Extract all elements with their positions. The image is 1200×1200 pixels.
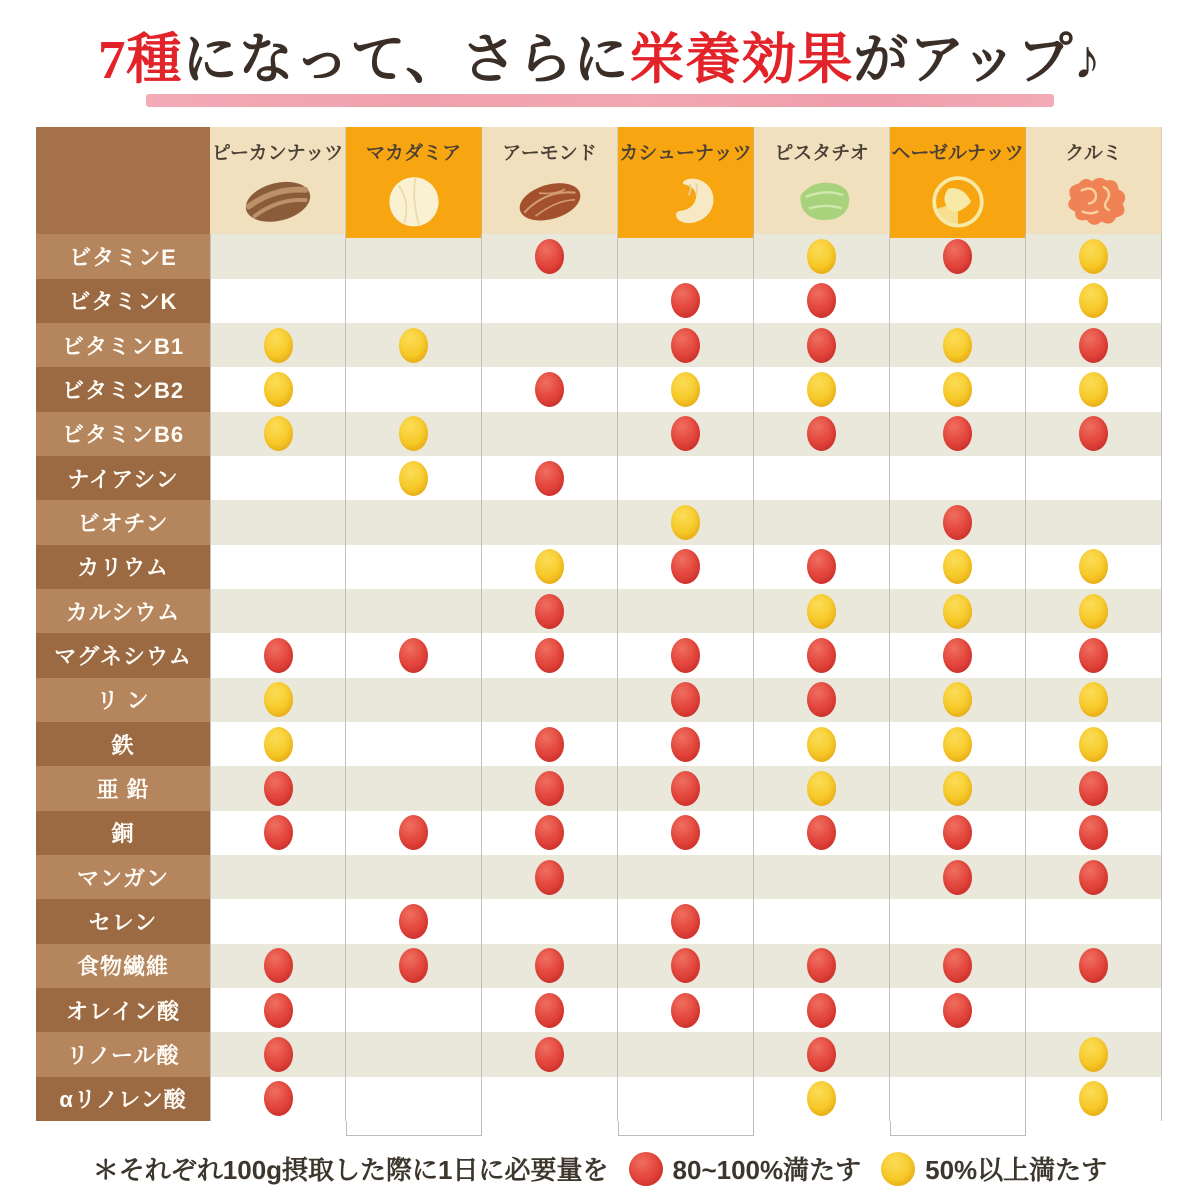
dot-cell	[482, 323, 618, 367]
dot-cell	[1026, 1032, 1162, 1076]
dot-cell	[1026, 234, 1162, 278]
dot-cell	[618, 811, 754, 855]
dot-cell	[890, 988, 1026, 1032]
dot-cell	[346, 323, 482, 367]
dot-cell	[890, 589, 1026, 633]
dot-cell	[210, 456, 346, 500]
yellow-dot	[264, 682, 293, 717]
dot-cell	[618, 766, 754, 810]
red-dot	[807, 283, 836, 318]
row-label: αリノレン酸	[36, 1077, 210, 1121]
hazelnut-icon	[917, 167, 999, 234]
dot-cell	[482, 855, 618, 899]
legend-item-yellow	[881, 1150, 1107, 1187]
red-dot	[1079, 771, 1108, 806]
dot-cell	[210, 766, 346, 810]
yellow-dot	[264, 416, 293, 451]
dot-cell	[1026, 545, 1162, 589]
dot-cell	[1026, 944, 1162, 988]
dot-cell	[618, 545, 754, 589]
dot-cell	[618, 899, 754, 943]
red-dot	[807, 328, 836, 363]
pistachio-icon	[781, 167, 863, 234]
dot-cell	[890, 323, 1026, 367]
table-foot-spacer	[36, 1121, 210, 1136]
yellow-dot	[943, 328, 972, 363]
red-dot	[671, 904, 700, 939]
red-dot	[807, 549, 836, 584]
dot-cell	[618, 456, 754, 500]
column-header-label: ヘーゼルナッツ	[891, 143, 1024, 165]
row-label: 亜 鉛	[36, 766, 210, 810]
dot-cell	[210, 633, 346, 677]
yellow-dot	[807, 1081, 836, 1116]
row-label: ビタミンB2	[36, 367, 210, 411]
column-header-label: カシューナッツ	[619, 143, 752, 165]
yellow-dot	[943, 594, 972, 629]
dot-cell	[1026, 811, 1162, 855]
red-dot	[264, 948, 293, 983]
walnut-icon	[1053, 167, 1135, 234]
dot-cell	[210, 1032, 346, 1076]
dot-cell	[754, 722, 890, 766]
dot-cell	[618, 1077, 754, 1121]
header-cell-pistachio	[754, 127, 890, 234]
row-label: ビタミンK	[36, 279, 210, 323]
row-label: ビタミンB1	[36, 323, 210, 367]
yellow-dot	[1079, 239, 1108, 274]
row-label: ビオチン	[36, 500, 210, 544]
yellow-dot	[535, 549, 564, 584]
yellow-dot	[264, 727, 293, 762]
dot-cell	[754, 500, 890, 544]
dot-cell	[346, 456, 482, 500]
legend	[0, 1150, 1200, 1187]
dot-cell	[210, 234, 346, 278]
red-dot	[807, 416, 836, 451]
dot-cell	[482, 633, 618, 677]
red-dot	[1079, 948, 1108, 983]
legend-item-red	[629, 1150, 862, 1187]
dot-cell	[754, 855, 890, 899]
dot-cell	[890, 456, 1026, 500]
dot-cell	[890, 899, 1026, 943]
dot-cell	[754, 323, 890, 367]
red-dot	[943, 638, 972, 673]
red-dot	[535, 815, 564, 850]
yellow-dot	[671, 505, 700, 540]
red-dot	[1079, 860, 1108, 895]
dot-cell	[890, 279, 1026, 323]
dot-cell	[618, 279, 754, 323]
red-dot	[943, 993, 972, 1028]
yellow-dot	[399, 461, 428, 496]
row-label: カリウム	[36, 545, 210, 589]
dot-cell	[618, 1032, 754, 1076]
title-segment: 栄養効果	[629, 29, 854, 90]
dot-cell	[618, 234, 754, 278]
red-dot	[1079, 328, 1108, 363]
dot-cell	[346, 500, 482, 544]
dot-cell	[482, 811, 618, 855]
dot-cell	[482, 766, 618, 810]
red-dot	[535, 239, 564, 274]
dot-cell	[210, 722, 346, 766]
dot-cell	[618, 855, 754, 899]
yellow-dot	[881, 1152, 915, 1186]
red-dot	[399, 815, 428, 850]
dot-cell	[754, 988, 890, 1032]
yellow-dot	[264, 328, 293, 363]
header-cell-hazelnut	[890, 127, 1026, 234]
header-cell-pecan	[210, 127, 346, 234]
column-foot-pecan	[210, 1121, 346, 1136]
column-header-label: クルミ	[1065, 143, 1122, 165]
dot-cell	[1026, 722, 1162, 766]
dot-cell	[346, 988, 482, 1032]
red-dot	[807, 993, 836, 1028]
column-header-label: マカダミア	[365, 143, 461, 165]
dot-cell	[346, 855, 482, 899]
dot-cell	[890, 944, 1026, 988]
dot-cell	[482, 456, 618, 500]
dot-cell	[1026, 589, 1162, 633]
macadamia-icon	[373, 167, 455, 234]
yellow-dot	[264, 372, 293, 407]
dot-cell	[346, 678, 482, 722]
dot-cell	[482, 678, 618, 722]
yellow-dot	[807, 771, 836, 806]
red-dot	[807, 948, 836, 983]
dot-cell	[346, 545, 482, 589]
red-dot	[535, 461, 564, 496]
dot-cell	[210, 678, 346, 722]
yellow-dot	[807, 239, 836, 274]
dot-cell	[890, 678, 1026, 722]
yellow-dot	[807, 372, 836, 407]
dot-cell	[890, 766, 1026, 810]
yellow-dot	[1079, 372, 1108, 407]
row-label: 銅	[36, 811, 210, 855]
red-dot	[943, 505, 972, 540]
row-label: オレイン酸	[36, 988, 210, 1032]
dot-cell	[210, 367, 346, 411]
dot-cell	[210, 988, 346, 1032]
dot-cell	[1026, 678, 1162, 722]
yellow-dot	[1079, 1081, 1108, 1116]
yellow-dot	[671, 372, 700, 407]
dot-cell	[482, 589, 618, 633]
red-dot	[399, 638, 428, 673]
red-dot	[535, 594, 564, 629]
row-label: ビタミンB6	[36, 412, 210, 456]
dot-cell	[346, 899, 482, 943]
row-label: カルシウム	[36, 589, 210, 633]
dot-cell	[482, 545, 618, 589]
column-header-label: ピスタチオ	[774, 143, 869, 165]
dot-cell	[482, 1032, 618, 1076]
row-label: マグネシウム	[36, 633, 210, 677]
dot-cell	[890, 722, 1026, 766]
red-dot	[535, 638, 564, 673]
dot-cell	[618, 500, 754, 544]
red-dot	[535, 993, 564, 1028]
dot-cell	[890, 1032, 1026, 1076]
yellow-dot	[807, 727, 836, 762]
column-foot-walnut	[1026, 1121, 1162, 1136]
dot-cell	[346, 1032, 482, 1076]
dot-cell	[346, 766, 482, 810]
red-dot	[264, 993, 293, 1028]
red-dot	[671, 416, 700, 451]
red-dot	[1079, 638, 1108, 673]
yellow-dot	[1079, 549, 1108, 584]
yellow-dot	[943, 682, 972, 717]
red-dot	[535, 372, 564, 407]
dot-cell	[210, 279, 346, 323]
yellow-dot	[1079, 594, 1108, 629]
dot-cell	[890, 412, 1026, 456]
dot-cell	[890, 545, 1026, 589]
dot-cell	[1026, 456, 1162, 500]
dot-cell	[210, 1077, 346, 1121]
dot-cell	[890, 500, 1026, 544]
row-label: ナイアシン	[36, 456, 210, 500]
yellow-dot	[399, 328, 428, 363]
dot-cell	[1026, 855, 1162, 899]
title-segment: がアップ♪	[853, 29, 1103, 90]
dot-cell	[618, 412, 754, 456]
yellow-dot	[943, 771, 972, 806]
yellow-dot	[1079, 682, 1108, 717]
dot-cell	[210, 944, 346, 988]
dot-cell	[346, 279, 482, 323]
row-label: マンガン	[36, 855, 210, 899]
dot-cell	[754, 766, 890, 810]
dot-cell	[482, 279, 618, 323]
red-dot	[671, 727, 700, 762]
dot-cell	[346, 589, 482, 633]
yellow-dot	[399, 416, 428, 451]
column-header-label: アーモンド	[502, 143, 597, 165]
red-dot	[671, 549, 700, 584]
red-dot	[671, 993, 700, 1028]
dot-cell	[618, 633, 754, 677]
dot-cell	[754, 456, 890, 500]
dot-cell	[754, 1032, 890, 1076]
dot-cell	[754, 944, 890, 988]
cashew-icon	[645, 167, 727, 234]
dot-cell	[754, 589, 890, 633]
dot-cell	[482, 899, 618, 943]
red-dot	[264, 815, 293, 850]
header-cell-cashew	[618, 127, 754, 234]
row-label: リ ン	[36, 678, 210, 722]
dot-cell	[754, 545, 890, 589]
dot-cell	[754, 412, 890, 456]
dot-cell	[618, 722, 754, 766]
dot-cell	[346, 944, 482, 988]
dot-cell	[754, 279, 890, 323]
dot-cell	[754, 678, 890, 722]
dot-cell	[210, 899, 346, 943]
dot-cell	[210, 500, 346, 544]
red-dot	[264, 1037, 293, 1072]
row-label: 鉄	[36, 722, 210, 766]
dot-cell	[482, 367, 618, 411]
yellow-dot	[1079, 1037, 1108, 1072]
red-dot	[943, 416, 972, 451]
red-dot	[671, 328, 700, 363]
dot-cell	[754, 633, 890, 677]
yellow-dot	[1079, 727, 1108, 762]
dot-cell	[482, 944, 618, 988]
dot-cell	[346, 722, 482, 766]
red-dot	[943, 815, 972, 850]
dot-cell	[1026, 1077, 1162, 1121]
dot-cell	[346, 367, 482, 411]
almond-icon	[509, 167, 591, 234]
red-dot	[671, 682, 700, 717]
red-dot	[1079, 815, 1108, 850]
title-text	[0, 28, 1200, 91]
header-cell-walnut	[1026, 127, 1162, 234]
red-dot	[535, 1037, 564, 1072]
dot-cell	[618, 988, 754, 1032]
column-foot-hazelnut	[890, 1121, 1026, 1136]
column-foot-macadamia	[346, 1121, 482, 1136]
red-dot	[399, 948, 428, 983]
red-dot	[807, 1037, 836, 1072]
red-dot	[671, 815, 700, 850]
dot-cell	[210, 855, 346, 899]
red-dot	[1079, 416, 1108, 451]
legend-label-red: 80~100%満たす	[672, 1155, 862, 1186]
red-dot	[264, 638, 293, 673]
yellow-dot	[943, 727, 972, 762]
red-dot	[807, 682, 836, 717]
yellow-dot	[943, 549, 972, 584]
red-dot	[807, 638, 836, 673]
dot-cell	[210, 323, 346, 367]
dot-cell	[482, 500, 618, 544]
dot-cell	[346, 234, 482, 278]
dot-cell	[1026, 367, 1162, 411]
dot-cell	[890, 1077, 1026, 1121]
row-label: 食物繊維	[36, 944, 210, 988]
red-dot	[535, 860, 564, 895]
red-dot	[943, 948, 972, 983]
red-dot	[671, 771, 700, 806]
dot-cell	[618, 589, 754, 633]
dot-cell	[210, 589, 346, 633]
dot-cell	[346, 1077, 482, 1121]
legend-note: ＊それぞれ100g摂取した際に1日に必要量を	[92, 1155, 609, 1186]
dot-cell	[210, 412, 346, 456]
red-dot	[807, 815, 836, 850]
red-dot	[671, 283, 700, 318]
dot-cell	[482, 234, 618, 278]
dot-cell	[346, 811, 482, 855]
dot-cell	[890, 367, 1026, 411]
pecan-icon	[237, 167, 319, 234]
red-dot	[264, 771, 293, 806]
dot-cell	[210, 545, 346, 589]
legend-label-yellow: 50%以上満たす	[925, 1155, 1108, 1186]
page-title	[0, 0, 1200, 107]
title-underline	[146, 94, 1054, 107]
dot-cell	[618, 678, 754, 722]
dot-cell	[754, 367, 890, 411]
title-segment: になって、さらに	[182, 29, 630, 90]
yellow-dot	[943, 372, 972, 407]
header-cell-almond	[482, 127, 618, 234]
nutrition-table	[36, 127, 1200, 1136]
dot-cell	[1026, 766, 1162, 810]
dot-cell	[1026, 412, 1162, 456]
dot-cell	[890, 855, 1026, 899]
column-header-label: ピーカンナッツ	[211, 143, 344, 165]
row-label: リノール酸	[36, 1032, 210, 1076]
table-corner	[36, 127, 210, 234]
dot-cell	[754, 234, 890, 278]
dot-cell	[890, 234, 1026, 278]
dot-cell	[618, 367, 754, 411]
dot-cell	[210, 811, 346, 855]
red-dot	[629, 1152, 663, 1186]
dot-cell	[482, 988, 618, 1032]
dot-cell	[890, 633, 1026, 677]
red-dot	[399, 904, 428, 939]
dot-cell	[890, 811, 1026, 855]
row-label: セレン	[36, 899, 210, 943]
dot-cell	[346, 633, 482, 677]
red-dot	[535, 771, 564, 806]
red-dot	[535, 948, 564, 983]
column-foot-cashew	[618, 1121, 754, 1136]
yellow-dot	[807, 594, 836, 629]
dot-cell	[482, 1077, 618, 1121]
dot-cell	[1026, 279, 1162, 323]
dot-cell	[1026, 899, 1162, 943]
dot-cell	[1026, 323, 1162, 367]
column-foot-almond	[482, 1121, 618, 1136]
red-dot	[671, 948, 700, 983]
row-label: ビタミンE	[36, 234, 210, 278]
dot-cell	[754, 899, 890, 943]
title-segment: 7種	[97, 29, 183, 90]
red-dot	[943, 239, 972, 274]
column-foot-pistachio	[754, 1121, 890, 1136]
dot-cell	[482, 412, 618, 456]
red-dot	[943, 860, 972, 895]
dot-cell	[618, 944, 754, 988]
yellow-dot	[1079, 283, 1108, 318]
dot-cell	[1026, 500, 1162, 544]
dot-cell	[346, 412, 482, 456]
dot-cell	[1026, 988, 1162, 1032]
dot-cell	[618, 323, 754, 367]
red-dot	[264, 1081, 293, 1116]
header-cell-macadamia	[346, 127, 482, 234]
dot-cell	[754, 1077, 890, 1121]
dot-cell	[1026, 633, 1162, 677]
red-dot	[535, 727, 564, 762]
dot-cell	[482, 722, 618, 766]
dot-cell	[754, 811, 890, 855]
red-dot	[671, 638, 700, 673]
